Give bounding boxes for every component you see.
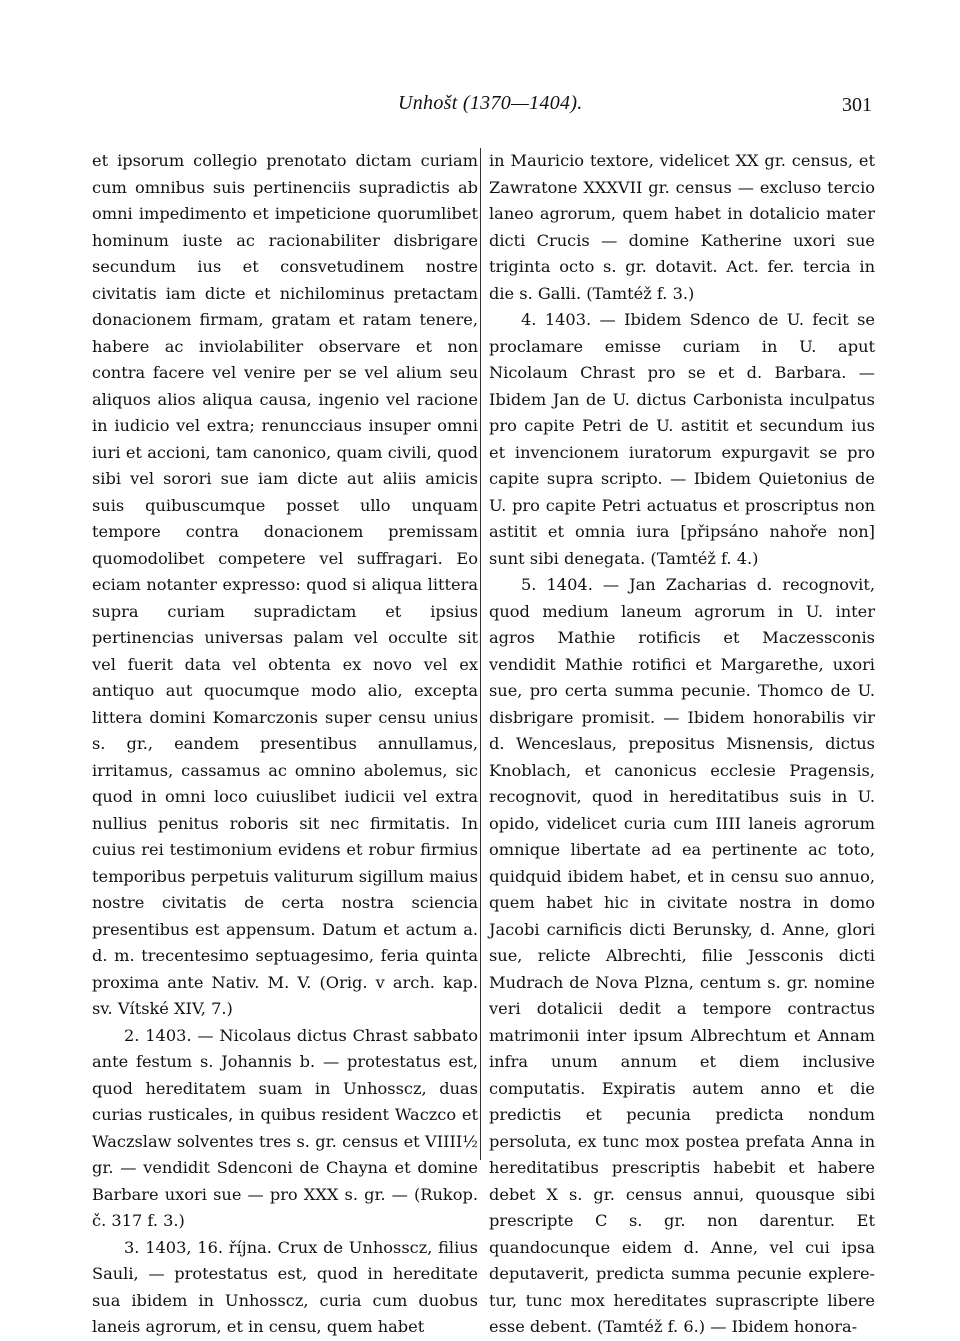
page-number: 301 (842, 94, 872, 116)
left-paragraph-1: et ipsorum collegio prenotato dictam curiam cum omnibus suis pertinenciis supradictis ab omni impedimento et impeticione quorumlibet hominum iuste ac racionabiliter disbrigare secundum ius et consvetudinem nostre civitatis iam dicte et nichilominus pretactam donacionem firmam, gratam et ratam tenere, habere ac inviolabiliter observare et non contra facere vel venire per se vel alium seu aliquos alios aliqua causa, ingenio vel racione in iudicio vel extra; renuncciaus insuper omni iuri et accioni, tam canonico, quam civili, quod sibi vel sorori sue iam dicte aut aliis amicis suis quibuscumque posset ullo unquam tempore contra donacionem premissam quomodolibet competere vel suffragari. Eo eciam notanter expresso: quod si aliqua littera supra curiam supradictam et ipsius pertinencias universas palam vel occulte sit vel fuerit data vel obtenta ex novo vel ex antiquo aut quocumque modo alio, excepta littera domini Komarczonis super censu unius s. gr., eandem presentibus annullamus, irritamus, cassamus ac omnino abolemus, sic quod in omni loco cuiuslibet iudicii vel extra nullius penitus roboris sit nec firmitatis. In cuius rei testimonium evidens et robur firmius temporibus perpetuis valiturum sigillum maius nostre civitatis de certa nostra sciencia presentibus est appensum. Datum et actum a. d. m. trecentesimo septuagesimo, feria quinta proxima ante Nativ. M. V. (Orig. v arch. kap. sv. Vítské XIV, 7.) (92, 151, 478, 1018)
left-paragraph-3: 3. 1403, 16. října. Crux de Unhosscz, filius Sauli, — protestatus est, quod in hereditate sua ibidem in Unhosscz, curia cum duobus laneis agrorum, et in censu, quem habet (92, 1237, 478, 1336)
running-header (0, 92, 960, 132)
right-paragraph-1: in Mauricio textore, videlicet XX gr. census, et Zawratone XXXVII gr. census — excluso tercio laneo agrorum, quem habet in dotalicio mater dicti Crucis — domine Katherine uxori sue triginta octo s. gr. dotavit. Act. fer. tercia in die s. Galli. (Tamtéž f. 3.) (489, 151, 875, 303)
running-title: Unhošt (1370—1404). (398, 92, 583, 114)
right-paragraph-3: 5. 1404. — Jan Zacharias d. recognovit, quod medium laneum agrorum in U. inter agros Mathie rotificis et Maczessconis vendidit Mathie rotifici et Margarethe, uxori sue, pro certa summa pecunie. Thomco de U. disbrigare promisit. — Ibidem honorabilis vir d. Wenceslaus, prepositus Misnensis, dictus Knoblach, et canonicus ecclesie Pragensis, recognovit, quod in hereditatibus suis in U. opido, videlicet curia cum IIII laneis agrorum omnique libertate ad ea pertinente ac toto, quidquid ibidem habet, et in censu suo annuo, quem habet hic in civitate nostra in domo Jacobi carnificis dicti Berunsky, d. Anne, glori sue, relicte Albrechti, filie Jessconis dicti Mudrach de Nova Plzna, centum s. gr. nomine veri dotalicii dedit a tempore contractus matrimonii inter ipsum Albrechtum et Annam infra unum annum et diem inclusive computatis. Expiratis autem anno et die predictis et pecunia predicta nondum persoluta, ex tunc mox postea prefata Anna in hereditatibus prescriptis habebit et habere debet X s. gr. census annui, quousque sibi prescripte C s. gr. non darentur. Et quandocunque eidem d. Anne, vel cui ipsa deputaverit, predicta summa pecunie explere-tur, tunc mox hereditates suprascripte libere esse debent. (Tamtéž f. 6.) — Ibidem honora- (489, 575, 875, 1336)
column-divider (480, 148, 481, 1160)
right-paragraph-2: 4. 1403. — Ibidem Sdenco de U. fecit se proclamare emisse curiam in U. aput Nicolaum Chrast pro se et d. Barbara. — Ibidem Jan de U. dictus Carbonista inculpatus pro capite Petri de U. astitit et secundum ius et invencionem iuratorum expurgavit se pro capite supra scripto. — Ibidem Quietonius de U. pro capite Petri actuatus et proscriptus non astitit et omnia iura [připsáno nahoře non] sunt sibi denegata. (Tamtéž f. 4.) (489, 310, 875, 568)
left-column (92, 148, 478, 1341)
right-column (489, 148, 875, 1341)
left-paragraph-2: 2. 1403. — Nicolaus dictus Chrast sabbato ante festum s. Johannis b. — protestatus est, quod hereditatem suam in Unhosscz, duas curias rusticales, in quibus resident Waczco et Waczslaw solventes tres s. gr. census et VIIII½ gr. — vendidit Sdenconi de Chayna et domine Barbare uxori sue — pro XXX s. gr. — (Rukop. č. 317 f. 3.) (92, 1025, 478, 1230)
